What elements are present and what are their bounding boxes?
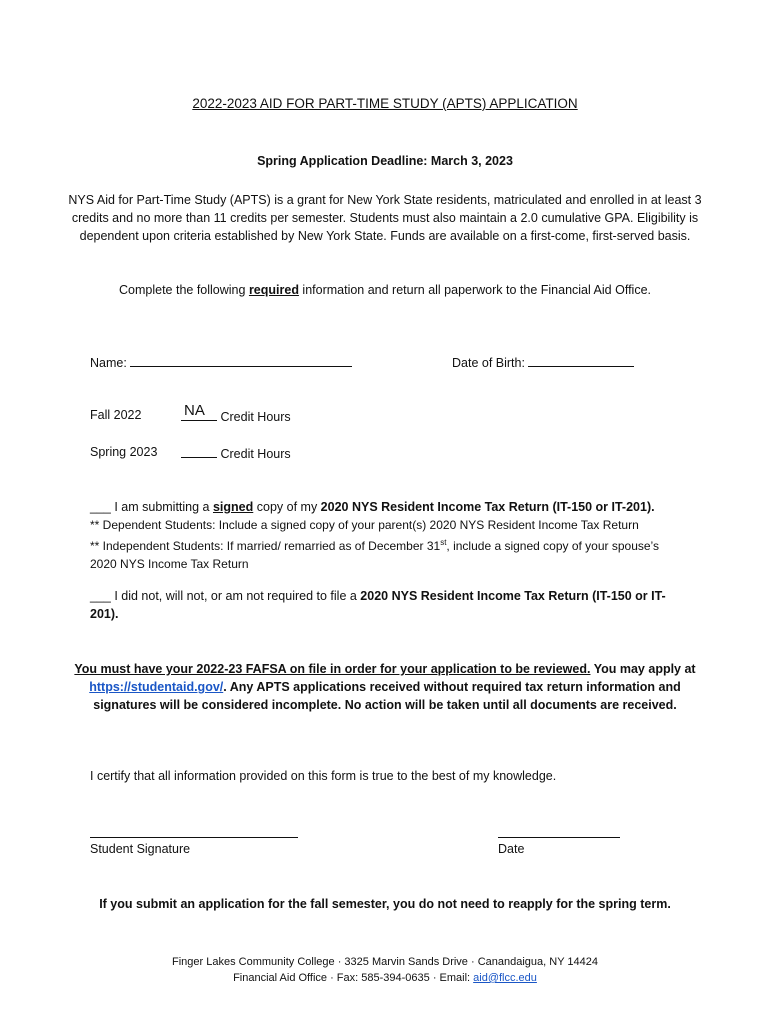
date-line[interactable] [498, 837, 620, 838]
instructions-text-a: Complete the following [119, 283, 249, 297]
option2-bold: 2020 NYS Resident Income Tax Return (IT-150 or IT-201). [90, 589, 666, 621]
studentaid-link[interactable]: https://studentaid.gov/ [89, 680, 224, 694]
page-title: 2022-2023 AID FOR PART-TIME STUDY (APTS) APPLICATION [192, 96, 578, 111]
dependent-note: ** Dependent Students: Include a signed copy of your parent(s) 2020 NYS Resident Income Tax Return [90, 518, 639, 532]
option1-bold: 2020 NYS Resident Income Tax Return (IT-150 or IT-201). [320, 500, 655, 514]
footer-address: Finger Lakes Community College · 3325 Marvin Sands Drive · Canandaigua, NY 14424 [172, 956, 598, 968]
spring-credit-field[interactable] [181, 445, 217, 458]
fafsa-warning-text-b: . Any APTS applications received without required tax return information and signatures will be considered incomplete. No action will be taken until all documents are received. [93, 680, 681, 712]
option1-checkbox-blank[interactable]: ___ [90, 500, 111, 514]
dob-field[interactable] [528, 354, 634, 367]
fall-credit-row [181, 408, 291, 424]
option1-text-b: copy of my [253, 500, 321, 514]
spring-credit-label: Credit Hours [220, 447, 291, 461]
date-label: Date [498, 842, 525, 856]
signature-label: Student Signature [90, 842, 191, 856]
email-link[interactable]: aid@flcc.edu [473, 972, 537, 984]
deadline-text: Spring Application Deadline: March 3, 2023 [257, 154, 513, 168]
name-field[interactable] [130, 354, 352, 367]
option2-text: I did not, will not, or am not required to file a [110, 589, 361, 603]
instructions-text-b: information and return all paperwork to the Financial Aid Office. [298, 283, 651, 297]
name-row [90, 354, 352, 370]
fall-label: Fall 2022 [90, 408, 142, 422]
fall-credit-field[interactable] [181, 408, 217, 421]
fall-credit-label: Credit Hours [220, 410, 291, 424]
instructions-paragraph [60, 281, 710, 299]
spring-credit-row [181, 445, 291, 461]
option-no-tax-return [90, 587, 685, 623]
dob-label: Date of Birth: [452, 356, 525, 370]
name-label: Name: [90, 356, 127, 370]
fafsa-warning-underlined: You must have your 2022-23 FAFSA on file in order for your application to be reviewed. [74, 662, 591, 676]
independent-sup: st [440, 538, 447, 547]
independent-text-a: ** Independent Students: If married/ remarried as of December 31 [90, 539, 441, 553]
option1-text-a: I am submitting a [110, 500, 213, 514]
required-word: required [248, 283, 299, 297]
option-tax-return [90, 498, 685, 516]
fafsa-warning [60, 660, 710, 714]
dob-row [452, 354, 634, 370]
footer-contact-text: Financial Aid Office · Fax: 585-394-0635 · Email: [233, 972, 474, 984]
fall-semester-note: If you submit an application for the fall semester, you do not need to reapply for the spring term. [99, 897, 671, 911]
certify-statement: I certify that all information provided on this form is true to the best of my knowledge. [90, 769, 557, 783]
footer-contact [60, 970, 710, 986]
independent-note [90, 534, 685, 573]
spring-label: Spring 2023 [90, 445, 158, 459]
fafsa-warning-text-a: You may apply at [590, 662, 696, 676]
footer [60, 954, 710, 986]
fall-credit-value: NA [184, 402, 205, 419]
intro-paragraph: NYS Aid for Part-Time Study (APTS) is a grant for New York State residents, matriculated and enrolled in at least 3 credits and no more than 11 credits per semester. Students must also maintain a 2.0 cumulative GPA. Eligibility is dependent upon criteria established by New York State. Funds are available on a first-come, first-served basis. [68, 193, 702, 243]
option2-checkbox-blank[interactable]: ___ [90, 589, 111, 603]
signature-line[interactable] [90, 837, 298, 838]
independent-text-b: , include a signed copy of your spouse’s 2020 NYS Income Tax Return [90, 539, 659, 571]
signed-word: signed [212, 500, 254, 514]
